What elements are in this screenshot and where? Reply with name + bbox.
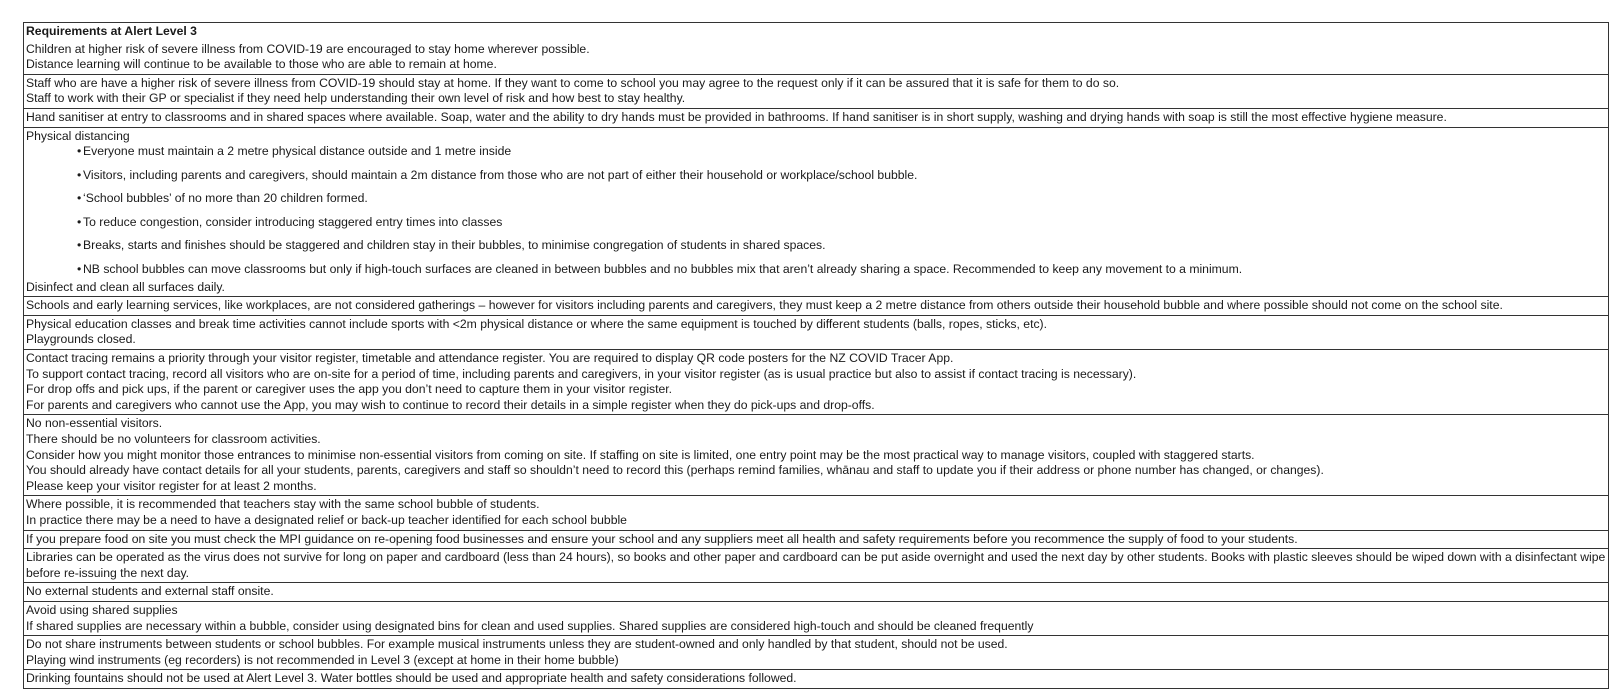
row-text-line: You should already have contact details for all your students, parents, caregivers and staff so shouldn’t need to record this (perhaps remind families, whānau and staff to update you if their address or phone number has changed, or changes). [26,463,1324,478]
row-text-line: For drop offs and pick ups, if the parent or caregiver uses the app you don’t need to capture them in your visitor register. [26,382,673,397]
row-text-line: Schools and early learning services, like workplaces, are not considered gatherings – however for visitors including parents and caregivers, they must keep a 2 metre distance from others outside their household bubble and where possible should not come on the school site. [26,298,1503,313]
table-row [24,296,1608,315]
row-text-line: Drinking fountains should not be used at Alert Level 3. Water bottles should be used and appropriate health and safety considerations followed. [26,671,797,686]
bullet-item [77,168,1606,192]
row-text-line: No external students and external staff onsite. [26,584,274,599]
bullet-dot-icon: • [77,144,82,159]
table-row [24,279,1608,297]
requirements-table [23,22,1609,689]
bullet-dot-icon: • [77,167,82,182]
physical-distancing-list [26,144,1606,278]
row-text-line: For parents and caregivers who cannot use the App, you may wish to continue to record their details in a simple register when they do pick-ups and drop-offs. [26,397,875,412]
bullet-text: To reduce congestion, consider introducing staggered entry times into classes [83,214,503,229]
bullet-text: Breaks, starts and finishes should be staggered and children stay in their bubbles, to minimise congregation of students in shared spaces. [83,238,826,253]
row-text-line: Playing wind instruments (eg recorders) is not recommended in Level 3 (except at home in their home bubble) [26,652,619,667]
bullet-text: ‘School bubbles’ of no more than 20 children formed. [83,191,368,206]
row-text-line: If shared supplies are necessary within a bubble, consider using designated bins for clean and used supplies. Shared supplies are considered high-touch and should be cleaned frequently [26,618,1034,633]
bullet-item [77,238,1606,262]
table-row [24,74,1608,108]
bullet-dot-icon: • [77,191,82,206]
row-text-line: Distance learning will continue to be available to those who are able to remain at home. [26,57,497,72]
table-row [24,530,1608,549]
bullet-text: Everyone must maintain a 2 metre physical distance outside and 1 metre inside [83,144,512,159]
row-text-line: No non-essential visitors. [26,416,163,431]
row-text-line: Staff who are have a higher risk of severe illness from COVID-19 should stay at home. If they want to come to school you may agree to the request only if it can be assured that it is safe for them to do so. [26,75,1120,90]
bullet-item [77,215,1606,239]
bullet-dot-icon: • [77,238,82,253]
row-text-line: Contact tracing remains a priority through your visitor register, timetable and attendance register. You are required to display QR code posters for the NZ COVID Tracer App. [26,351,954,366]
row-text-line: Children at higher risk of severe illness from COVID-19 are encouraged to stay home wherever possible. [26,41,590,56]
bullet-item [77,191,1606,215]
row-text-line: In practice there may be a need to have a designated relief or back-up teacher identified for each school bubble [26,512,627,527]
row-text-line: Physical education classes and break time activities cannot include sports with <2m physical distance or where the same equipment is touched by different students (balls, ropes, sticks, etc). [26,316,1047,331]
table-row [24,349,1608,414]
table-row [24,548,1608,582]
row-text-line: To support contact tracing, record all visitors who are on-site for a period of time, including parents and caregivers, in your visitor register (as is usual practice but also to assist if contact tracing is necessary). [26,366,1137,381]
bullet-text: Visitors, including parents and caregivers, should maintain a 2m distance from those who are not part of either their household or workplace/school bubble. [83,167,918,182]
row-text-line: Staff to work with their GP or specialist if they need help understanding their own level of risk and how best to stay healthy. [26,91,686,106]
table-title: Requirements at Alert Level 3 [26,24,197,38]
row-text-line: Where possible, it is recommended that teachers stay with the same school bubble of students. [26,497,540,512]
row-text-line: Please keep your visitor register for at least 2 months. [26,478,317,493]
table-row [24,414,1608,495]
bullet-dot-icon: • [77,261,82,276]
row-text-line: Hand sanitiser at entry to classrooms and in shared spaces where available. Soap, water and the ability to dry hands must be provided in bathrooms. If hand sanitiser is in short supply, washing and drying hands with soap is still the most effective hygiene measure. [26,109,1447,124]
table-row [24,635,1608,669]
row-text-line: Disinfect and clean all surfaces daily. [26,279,225,294]
row-text-line: Playgrounds closed. [26,332,136,347]
row-text-line: Consider how you might monitor those entrances to minimise non-essential visitors from coming on site. If staffing on site is limited, one entry point may be the most practical way to manage visitors, coupled with staggered starts. [26,447,1255,462]
table-row [24,41,1608,74]
bullet-text: NB school bubbles can move classrooms but only if high-touch surfaces are cleaned in between bubbles and no bubbles mix that aren’t already sharing a space. Recommended to keep any movement to a minimum. [83,261,1243,276]
bullet-dot-icon: • [77,214,82,229]
table-row [24,108,1608,127]
row-text-line: Libraries can be operated as the virus does not survive for long on paper and cardboard (less than 24 hours), so books and other paper and cardboard can be put aside overnight and used the next day by other students. Books with plastic sleeves should be wiped down with a disinfectant wipe before re-issuing the next day. [26,550,1606,580]
table-row [24,582,1608,601]
bullet-item [77,144,1606,168]
bullet-item [77,262,1606,278]
row-text-line: Do not share instruments between students or school bubbles. For example musical instruments unless they are student-owned and only handled by that student, should not be used. [26,637,1008,652]
table-row [24,495,1608,529]
row-text-line: If you prepare food on site you must check the MPI guidance on re-opening food businesses and ensure your school and any suppliers meet all health and safety requirements before you recommence the supply of food to your students. [26,531,1298,546]
physical-distancing-heading: Physical distancing [26,128,130,143]
table-row [24,315,1608,349]
row-text-line: There should be no volunteers for classroom activities. [26,432,321,446]
table-title-row [24,23,1608,41]
table-row [24,601,1608,635]
table-row [24,669,1608,688]
row-text-line: Avoid using shared supplies [26,602,178,617]
physical-distancing-row [24,127,1608,279]
